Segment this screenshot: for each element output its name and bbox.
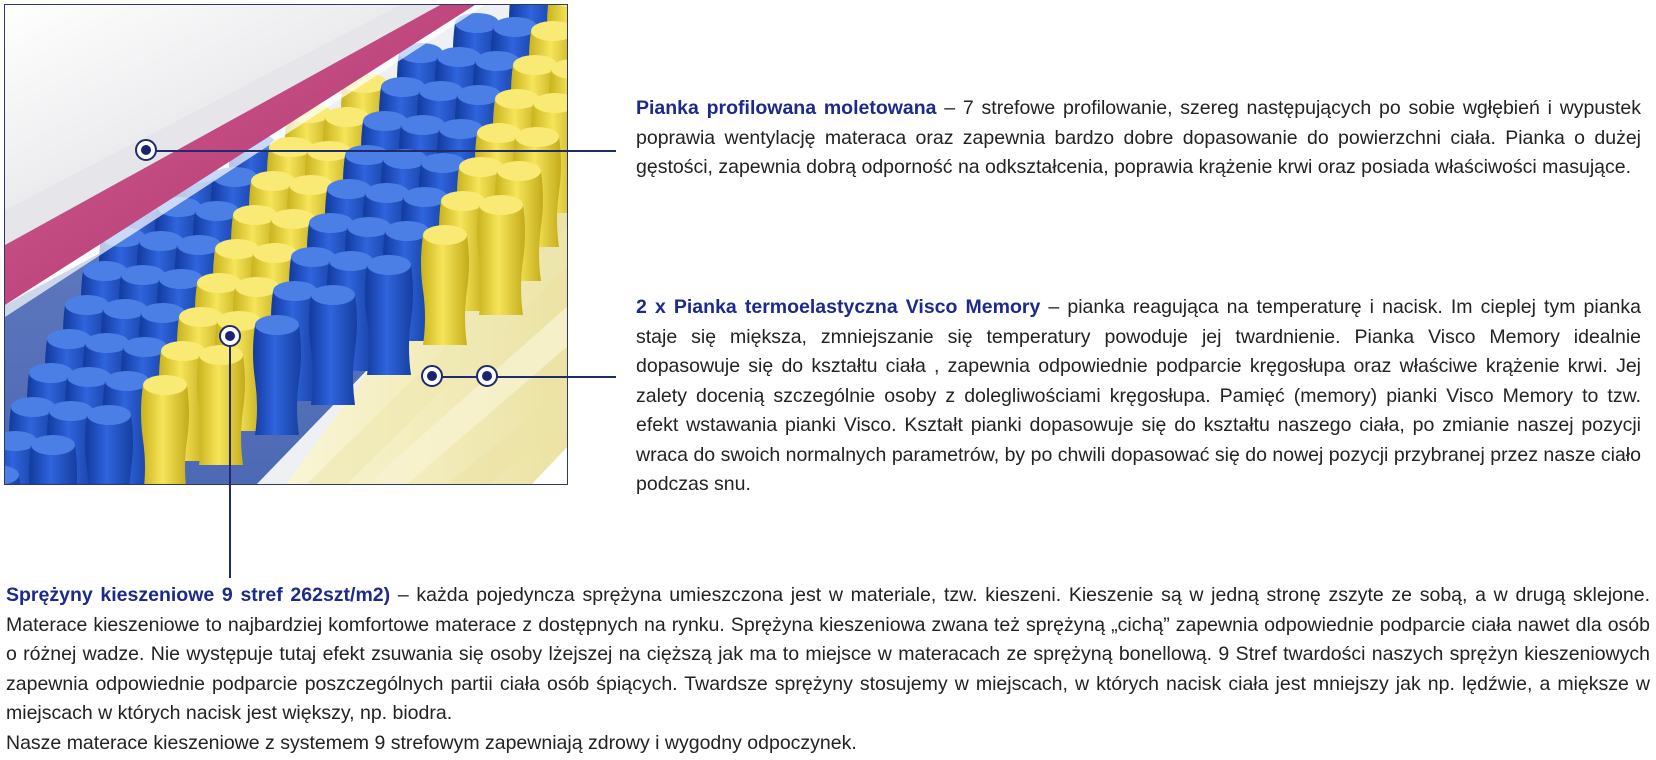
blue-spring-top bbox=[329, 251, 373, 271]
blue-spring-top bbox=[291, 247, 335, 267]
profiled-foam-description bbox=[636, 94, 1641, 183]
blue-spring-top bbox=[139, 231, 183, 251]
blue-spring-top bbox=[365, 183, 409, 203]
blue-spring-top bbox=[311, 285, 355, 305]
blue-spring-top bbox=[255, 315, 299, 335]
mattress-cross-section-illustration bbox=[4, 4, 568, 485]
blue-spring-top bbox=[195, 201, 239, 221]
summary-text: Nasze materace kieszeniowe z systemem 9 strefowym zapewniają zdrowy i wygodny odpoczynek. bbox=[6, 732, 857, 754]
blue-spring bbox=[309, 295, 357, 405]
blue-spring bbox=[85, 415, 133, 485]
blue-spring bbox=[365, 265, 413, 375]
yellow-spring-top bbox=[423, 225, 467, 245]
blue-spring-top bbox=[403, 187, 447, 207]
yellow-spring bbox=[477, 205, 525, 315]
callout-line-visco bbox=[432, 376, 616, 378]
blue-spring-top bbox=[367, 255, 411, 275]
blue-spring-top bbox=[159, 269, 203, 289]
blue-spring-top bbox=[439, 119, 483, 139]
pocket-springs-term: Sprężyny kieszeniowe 9 stref 262szt/m2) bbox=[6, 584, 391, 606]
marker-springs bbox=[219, 325, 241, 347]
blue-spring-top bbox=[381, 77, 425, 97]
yellow-spring bbox=[567, 35, 568, 145]
yellow-spring bbox=[197, 355, 245, 465]
blue-spring-top bbox=[87, 405, 131, 425]
blue-spring-top bbox=[419, 81, 463, 101]
yellow-spring-top bbox=[253, 243, 297, 263]
blue-spring-top bbox=[385, 221, 429, 241]
yellow-spring-top bbox=[495, 89, 539, 109]
marker-foam bbox=[135, 139, 157, 161]
mattress-layers-icon bbox=[5, 5, 568, 485]
blue-spring-top bbox=[309, 213, 353, 233]
yellow-spring-top bbox=[325, 107, 369, 127]
blue-spring-top bbox=[103, 299, 147, 319]
blue-spring-top bbox=[67, 367, 111, 387]
yellow-spring-top bbox=[479, 195, 523, 215]
yellow-spring-top bbox=[497, 161, 541, 181]
blue-spring-top bbox=[29, 363, 73, 383]
blue-spring-top bbox=[105, 371, 149, 391]
blue-spring-top bbox=[421, 153, 465, 173]
callout-line-foam bbox=[146, 150, 616, 152]
blue-spring-top bbox=[83, 261, 127, 281]
blue-spring-top bbox=[49, 401, 93, 421]
pocket-springs-description bbox=[6, 581, 1650, 729]
yellow-spring-top bbox=[197, 273, 241, 293]
yellow-spring-top bbox=[215, 239, 259, 259]
visco-foam-text: – pianka reagująca na temperaturę i nacisk. Im cieplej tym pianka staje się miększa, zmniejszanie się temperatury powoduje jej twardnienie. Pianka Visco Memory idealnie dopasowuje się do kształtu ciała , zapewnia odpowiednie podparcie kręgosłupa oraz właściwe krążenie krwi. Jej zalety docenią szczególnie osoby z dolegliwościami kręgosłupa. Pamięć (memory) pianki Visco Memory to tzw. efekt wstawania pianki Visco. Kształt pianki dopasowuje się do kształtu naszego ciała, po zmianie naszej pozycji wraca do swoich normalnych parametrów, by po chwili dopasować się do nowej pozycji przybranej przez nasze ciało podczas snu. bbox=[636, 296, 1641, 495]
yellow-spring bbox=[421, 235, 469, 345]
blue-spring-top bbox=[383, 149, 427, 169]
profiled-foam-term: Pianka profilowana moletowana bbox=[636, 97, 937, 119]
blue-spring-top bbox=[363, 111, 407, 131]
blue-spring bbox=[253, 325, 301, 435]
blue-spring-top bbox=[437, 47, 481, 67]
yellow-spring-top bbox=[179, 307, 223, 327]
marker-visco-2 bbox=[476, 365, 498, 387]
yellow-spring bbox=[141, 385, 189, 485]
marker-visco-1 bbox=[421, 365, 443, 387]
pocket-springs-text: – każda pojedyncza sprężyna umieszczona jest w materiale, tzw. kieszeni. Kieszenie są w jedną stronę zszyte ze sobą, a w drugą sklejone. Materace kieszeniowe to najbardziej komfortowe materace z dostępnych na rynku. Sprężyna kieszeniowa zwana też sprężyną „cichą” zapewnia odpowiednie podparcie ciała nawet dla osób o różnej wadze. Nie występuje tutaj efekt zsuwania się osoby lżejszej na cięższą jak ma to miejsce w materacach ze sprężyną bonellową. 9 Stref twardości naszych sprężyn kieszeniowych zapewnia odpowiednie podparcie poszczególnych partii ciała osób śpiących. Twardsze sprężyny stosujemy w miejscach, w których nacisk ciała jest mniejszy jak np. lędźwie, a miększe w miejscach w których nacisk jest większy, np. biodra. bbox=[6, 584, 1650, 724]
visco-foam-term: 2 x Pianka termoelastyczna Visco Memory bbox=[636, 296, 1041, 318]
yellow-spring-top bbox=[251, 171, 295, 191]
yellow-spring-top bbox=[477, 123, 521, 143]
blue-spring-top bbox=[123, 337, 167, 357]
yellow-spring-top bbox=[513, 55, 557, 75]
blue-spring-top bbox=[457, 85, 501, 105]
blue-spring-top bbox=[85, 333, 129, 353]
visco-foam-description bbox=[636, 293, 1641, 500]
yellow-spring-top bbox=[271, 209, 315, 229]
callout-line-springs bbox=[229, 336, 231, 578]
blue-spring-top bbox=[141, 303, 185, 323]
blue-spring-top bbox=[345, 145, 389, 165]
blue-spring-top bbox=[65, 295, 109, 315]
blue-spring-top bbox=[327, 179, 371, 199]
blue-spring-top bbox=[177, 235, 221, 255]
blue-spring-top bbox=[121, 265, 165, 285]
yellow-spring-top bbox=[235, 277, 279, 297]
blue-spring-top bbox=[347, 217, 391, 237]
yellow-spring-top bbox=[441, 191, 485, 211]
blue-spring-top bbox=[475, 51, 519, 71]
blue-spring-top bbox=[11, 397, 55, 417]
yellow-spring-top bbox=[515, 127, 559, 147]
blue-spring-top bbox=[273, 281, 317, 301]
blue-spring-top bbox=[401, 115, 445, 135]
profiled-foam-text: – 7 strefowe profilowanie, szereg następujących po sobie wgłębień i wypustek poprawia wentylację materaca oraz zapewnia bardzo dobre dopasowanie do powierzchni ciała. Pianka o dużej gęstości, zapewnia dobrą odporność na odkształcenia, poprawia krążenie krwi oraz posiada właściwości masujące. bbox=[636, 97, 1641, 178]
yellow-spring-top bbox=[161, 341, 205, 361]
blue-spring-top bbox=[493, 17, 537, 37]
blue-spring-top bbox=[31, 435, 75, 455]
yellow-spring-top bbox=[459, 157, 503, 177]
yellow-spring-top bbox=[289, 175, 333, 195]
yellow-spring-top bbox=[199, 345, 243, 365]
blue-spring-top bbox=[47, 329, 91, 349]
yellow-spring-top bbox=[143, 375, 187, 395]
yellow-spring-top bbox=[233, 205, 277, 225]
